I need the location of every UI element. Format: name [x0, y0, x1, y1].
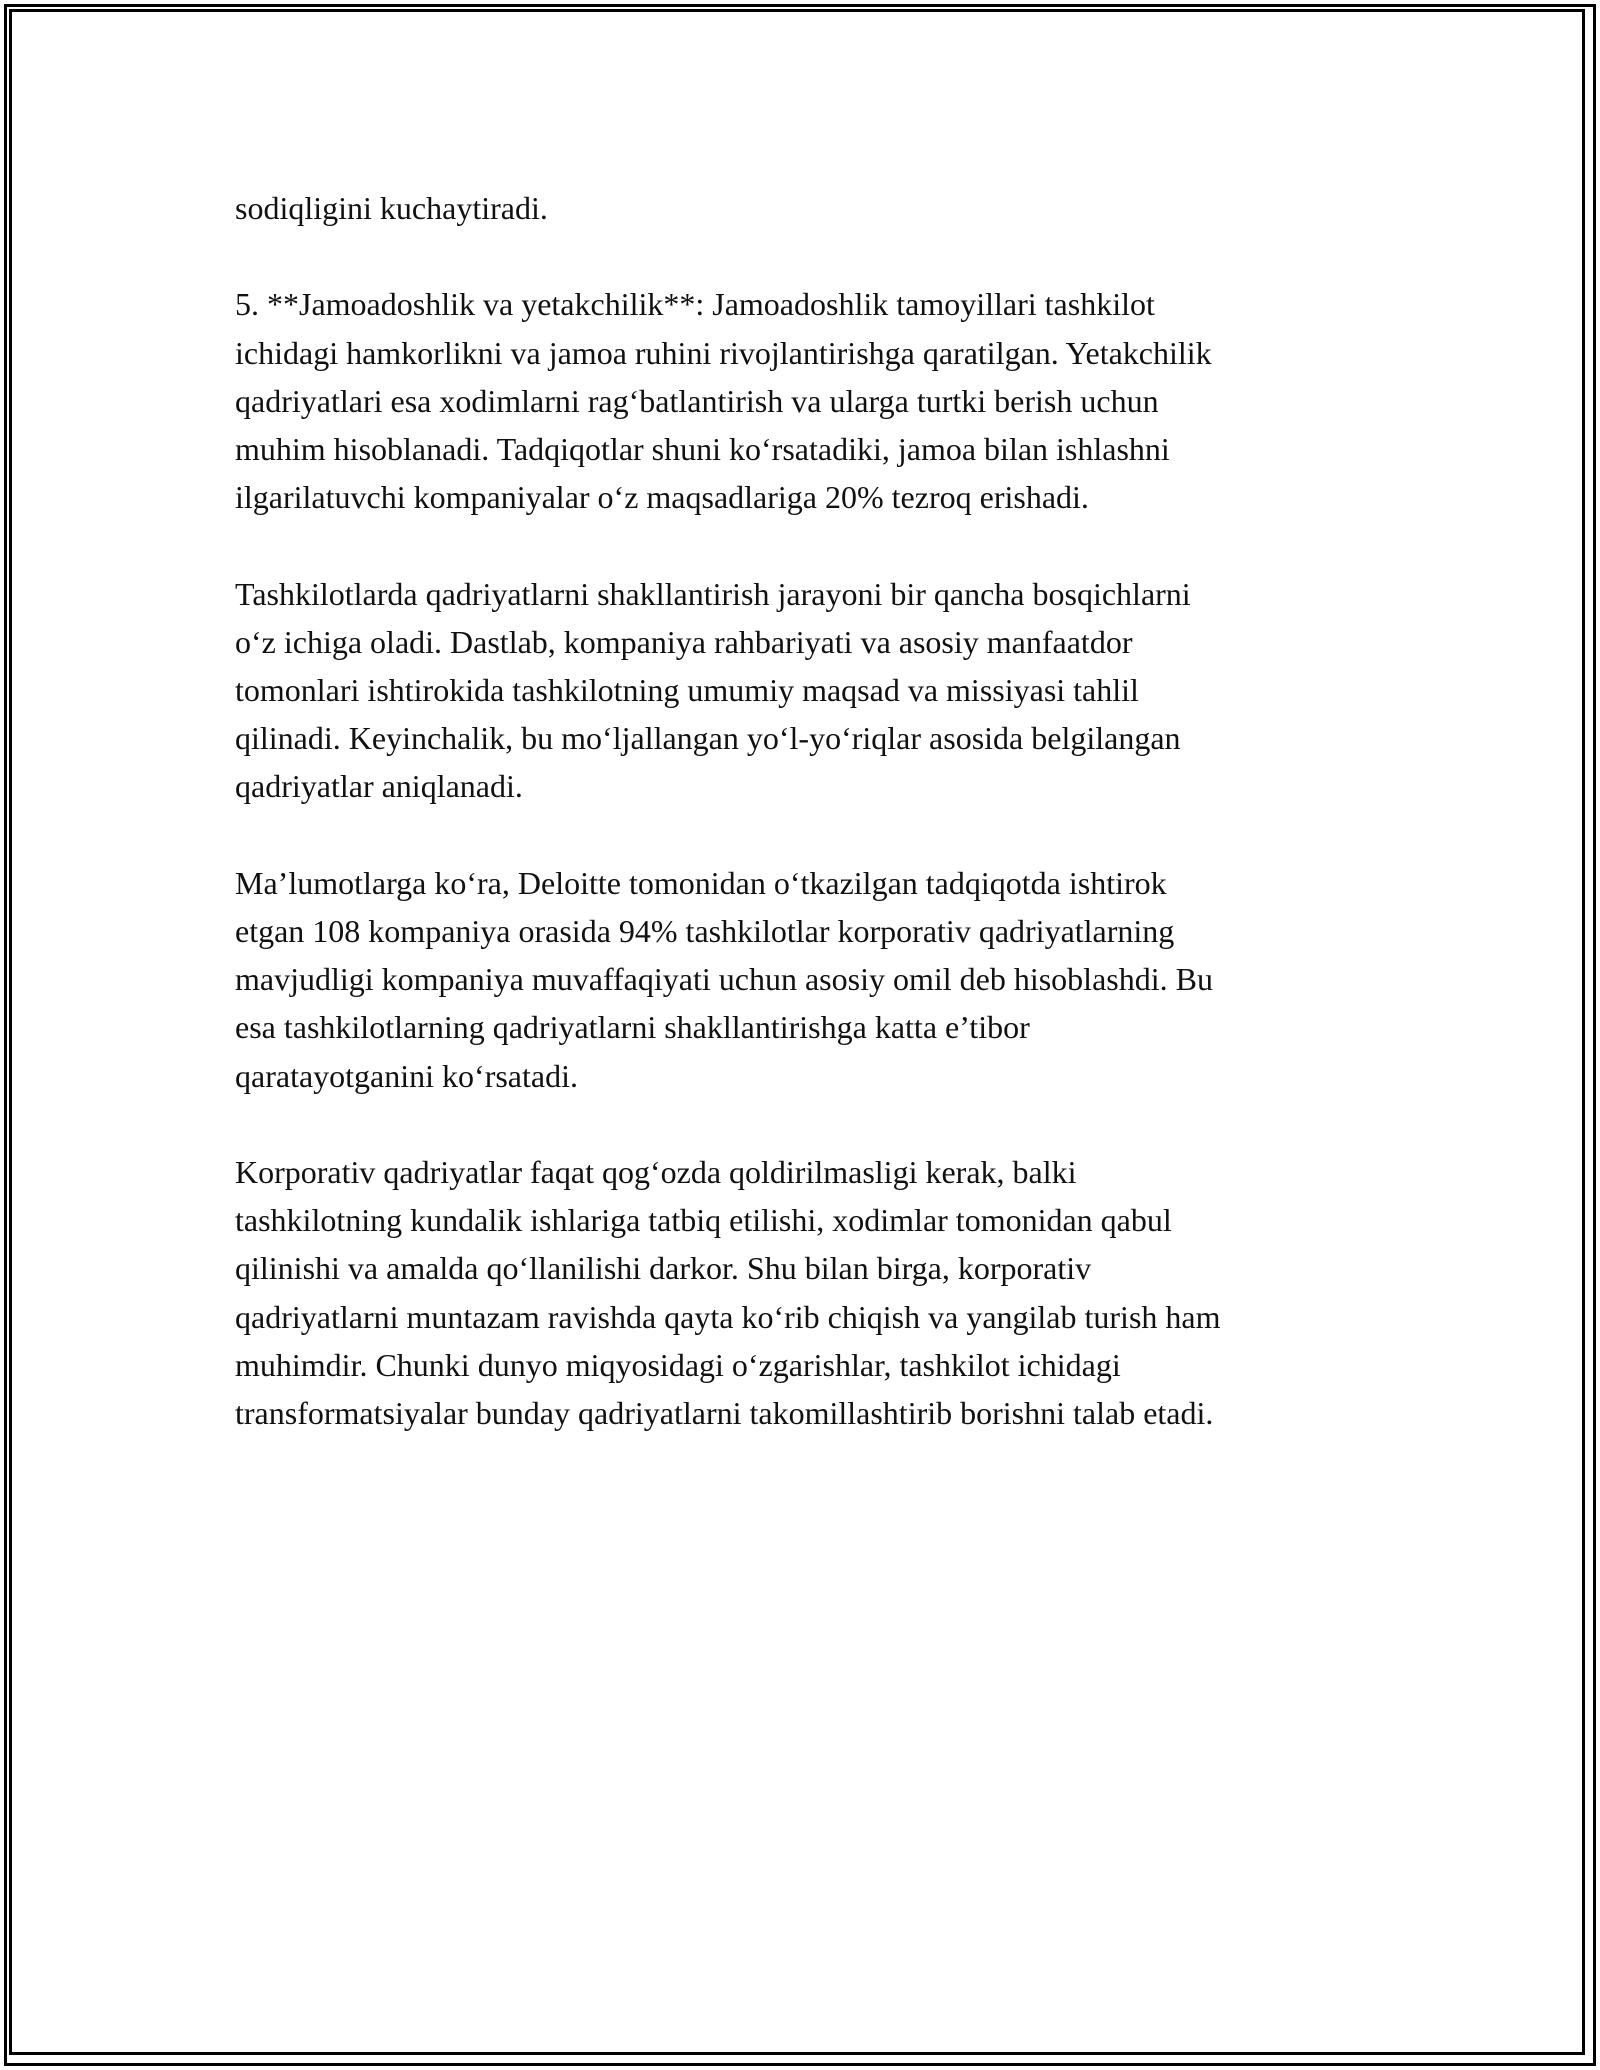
paragraph-deloitte-study: Ma’lumotlarga ko‘ra, Deloitte tomonidan o‘tkazilgan tadqiqotda ishtirok etgan 108 kompaniya orasida 94% tashkilotlar korporativ qadriyatlarning mavjudligi kompaniya muvaffaqiyati uchun asosiy omil deb hisoblashdi. Bu esa tashkilotlarning qadriyatlarni shakllantirishga katta e’tibor qaratayotganini ko‘rsatadi. — [235, 864, 1213, 1094]
paragraph-teamwork-leadership: 5. **Jamoadoshlik va yetakchilik**: Jamoadoshlik tamoyillari tashkilot ichidagi hamkorlikni va jamoa ruhini rivojlantirishga qaratilgan. Yetakchilik qadriyatlari esa xodimlarni rag‘batlantirish va ularga turtki berish uchun muhim hisoblanadi. Tadqiqotlar shuni ko‘rsatadiki, jamoa bilan ishlashni ilgarilatuvchi kompaniyalar o‘z maqsadlariga 20% tezroq erishadi. — [235, 286, 1212, 516]
paragraph-value-formation-process: Tashkilotlarda qadriyatlarni shakllantirish jarayoni bir qancha bosqichlarni o‘z ichiga oladi. Dastlab, kompaniya rahbariyati va asosiy manfaatdor tomonlari ishtirokida tashkilotning umumiy maqsad va missiyasi tahlil qilinadi. Keyinchalik, bu mo‘ljallangan yo‘l-yo‘riqlar asosida belgilangan qadriyatlar aniqlanadi. — [235, 575, 1191, 805]
paragraph-corporate-values-practice: Korporativ qadriyatlar faqat qog‘ozda qoldirilmasligi kerak, balki tashkilotning kundalik ishlariga tatbiq etilishi, xodimlar tomonidan qabul qilinishi va amalda qo‘llanilishi darkor. Shu bilan birga, korporativ qadriyatlarni muntazam ravishda qayta ko‘rib chiqish va yangilab turish ham muhimdir. Chunki dunyo miqyosidagi o‘zgarishlar, tashkilot ichidagi transformatsiyalar bunday qadriyatlarni takomillashtirib borishni talab etadi. — [235, 1154, 1221, 1432]
document-body — [235, 184, 1395, 1485]
paragraph-continuation: sodiqligini kuchaytiradi. — [235, 190, 548, 226]
